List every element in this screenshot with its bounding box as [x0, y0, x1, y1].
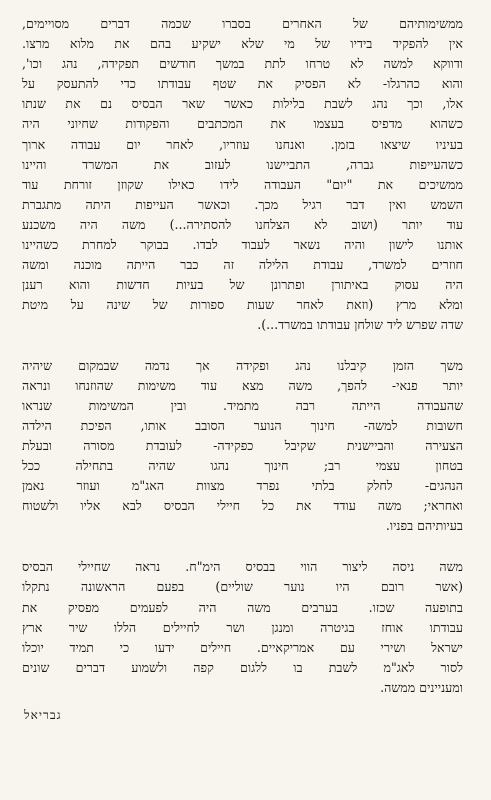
text-line: ומעניינים ממשה.	[380, 679, 463, 695]
text-line: (אשר רובם היו נוער שוליים) בפעם הראשונה נתקלו	[22, 579, 463, 595]
text-line: והוא כהרגלו- לא הפסיק את שטף עבודתו כדי להתעסק על	[22, 76, 463, 92]
text-line: כשהעייפות גברה, התביישנו לעזוב את המשרד והיינו	[22, 156, 463, 172]
text-line: לסור לאג"מ לשבת בו ללגום קפה ולשמוע דברים שונים	[22, 659, 463, 675]
text-line: בטחון עצמי רב; חינוך נהגו שהיה בתחילה ככל	[22, 457, 463, 473]
text-line: הצעירה והביישנית שקיבל כפקידה- לעובדת מסורה ובעלת	[22, 437, 463, 453]
text-line: חוזרים למשרד, עבודת הלילה זה כבר הייתה מוכנה ומשה	[22, 257, 463, 273]
text-line: בעיניו שיצאו בזמן. ואנחנו עוזריו, לאחר יום עבודה ארוך	[22, 136, 463, 152]
text-line: עוד יותר (ושוב לא הצלחנו להסתירה...) משה היה משכנע	[22, 216, 463, 232]
text-line: כשהוא מדפיס בעצמו את המכתבים והפקודות שחיוני היה	[22, 116, 463, 132]
text-line: משה ניסה ליצור הווי בבסיס הימ"ח. נראה שחיילי הבסיס	[22, 559, 463, 575]
text-line: שהעבודה הייתה רבה מתמיד. ובין המשימות שנראו	[22, 397, 463, 413]
text-line: ממשימותיהם של האחרים בסברו שכמה דברים מסויימים,	[22, 16, 463, 31]
text-line: יותר פנאי- להפך, משה מצא עוד משימות שהוזנחו ונראה	[22, 377, 463, 393]
text-line: הנהגים- לחלק בלתי נפרד מצוות האג"מ ועוזר נאמן	[22, 478, 463, 494]
text-line: ישראל ושירי עם אמריקאיים. חיילים ידעו כי תמיד יוכלו	[22, 639, 463, 655]
text-line: ודווקא למשה לא טרחו לתת במשך חודשים תפקידה, נהג וכו',	[22, 56, 463, 72]
text-line: אין להפקיד בידיו של מי שלא ישקיע בהם את מלוא מרצו.	[22, 36, 463, 52]
text-line: שדה שפרש ליד שולחן עבודתו במשרד...).	[257, 317, 463, 333]
text-line: אלו, וכך נהג לשבת בלילות כאשר שאר הבסיס נם את שנתו	[22, 96, 463, 112]
text-line: אותנו לישון והיה נשאר לעבוד לבדו. בבוקר למחרת כשהיינו	[22, 237, 463, 253]
text-line: עבודתו אוחז בגיטרה ומנגן ושר לחיילים הללו שיר ארץ	[22, 619, 463, 635]
paragraph-1	[22, 14, 463, 336]
text-line: ואחראי; משה עודד את כל חיילי הבסיס לבא אליו ולשטוח	[22, 498, 463, 514]
text-line: היה עסוק באיתורן ופתרונן של בעיות חדשות והוא רענן	[22, 277, 463, 293]
paragraph-3	[22, 557, 463, 698]
text-line: בעיותיהם בפניו.	[385, 518, 463, 534]
text-line: בתופעה שכזו. בערבים משה היה לפעמים מפסיק את	[22, 599, 463, 615]
paragraph-2	[22, 356, 463, 537]
text-line: משך הזמן קיבלנו נהג ופקידה אך נדמה שבמקום שיהיה	[22, 357, 463, 373]
text-line: חשובות למשה- חינוך הנוער הסובב אותו, הפיכת הילדה	[22, 417, 463, 433]
text-line: ומלא מרץ (וזאת לאחר שעות ספורות של שינה על מיטת	[22, 297, 463, 313]
author-signature: גבריאל	[24, 708, 62, 722]
text-line: ממשיכים את "יום" העבודה לידו כאילו שקוזן זורחת עוד	[22, 176, 463, 192]
text-line: השמש ואין דבר רגיל מכך. וכאשר העייפות היתה מתגברת	[22, 196, 463, 212]
